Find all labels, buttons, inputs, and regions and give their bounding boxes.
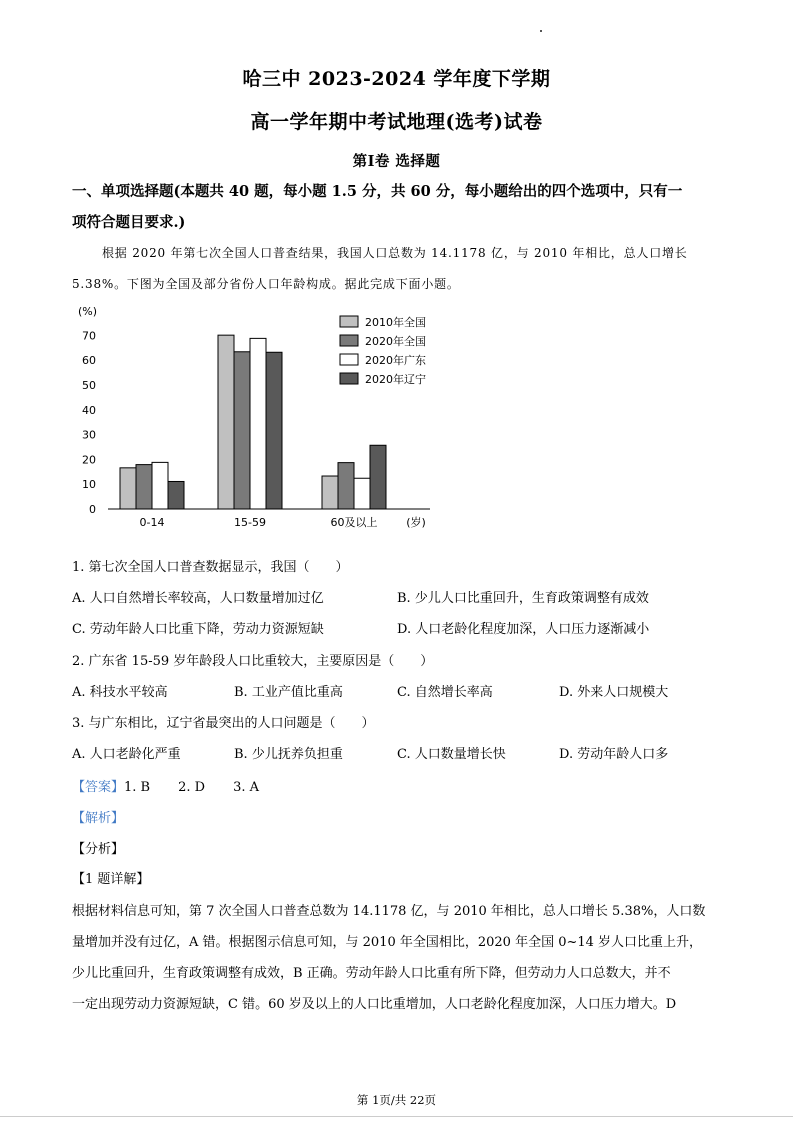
question-3-option-a: A. 人口老龄化严重 — [72, 747, 181, 762]
legend-label: 2020年辽宁 — [365, 373, 426, 386]
y-tick-label: 10 — [82, 478, 96, 492]
bar-1-2 — [250, 338, 266, 509]
bar-0-1 — [136, 465, 152, 509]
y-tick-label: 30 — [82, 428, 96, 442]
bar-0-3 — [168, 481, 184, 509]
y-tick-label: 60 — [82, 354, 96, 368]
legend-label: 2010年全国 — [365, 316, 426, 329]
section-heading-line2: 项符合题目要求.) — [72, 214, 186, 231]
question-1-option-b: B. 少儿人口比重回升，生育政策调整有成效 — [397, 591, 649, 606]
section-heading-line1: 一、单项选择题(本题共 40 题，每小题 1.5 分，共 60 分，每小题给出的四个选项中，只有一 — [72, 183, 683, 200]
x-tick-label: 15-59 — [234, 516, 266, 529]
bar-0-2 — [152, 462, 168, 509]
y-tick-label: 40 — [82, 403, 96, 417]
exam-title-line1: 哈三中 2023-2024 学年度下学期 — [242, 68, 551, 90]
bar-2-3 — [370, 445, 386, 509]
x-tick-label: 0-14 — [139, 516, 165, 529]
material-line1: 根据 2020 年第七次全国人口普查结果，我国人口总数为 14.1178 亿，与 2010 年相比，总人口增长 — [102, 246, 688, 260]
explanation-line-3: 少儿比重回升，生育政策调整有成效，B 正确。劳动年龄人口比重有所下降，但劳动力人口总数大，并不 — [72, 966, 671, 981]
explanation-line-2: 量增加并没有过亿，A 错。根据图示信息可知，与 2010 年全国相比，2020 年全国 0~14 岁人口比重上升， — [72, 935, 703, 950]
question-1-option-a: A. 人口自然增长率较高，人口数量增加过亿 — [72, 591, 324, 606]
fenxi-label: 【分析】 — [72, 842, 125, 857]
question-2-stem: 2. 广东省 15-59 岁年龄段人口比重较大，主要原因是（ ） — [72, 654, 434, 669]
question-2-option-b: B. 工业产值比重高 — [234, 685, 343, 700]
analysis-label: 【解析】 — [72, 811, 125, 826]
question-1-option-c: C. 劳动年龄人口比重下降，劳动力资源短缺 — [72, 622, 324, 637]
bar-1-0 — [218, 335, 234, 509]
detail-title: 【1 题详解】 — [72, 872, 150, 887]
bar-2-0 — [322, 476, 338, 509]
legend-label: 2020年广东 — [365, 354, 426, 367]
legend-label: 2020年全国 — [365, 335, 426, 348]
legend-swatch — [340, 373, 358, 384]
question-3-option-d: D. 劳动年龄人口多 — [559, 747, 669, 762]
legend-swatch — [340, 316, 358, 327]
y-tick-label: 0 — [89, 503, 96, 516]
y-tick-label: 70 — [82, 329, 96, 343]
age-structure-chart — [68, 300, 448, 540]
question-1-stem: 1. 第七次全国人口普查数据显示，我国（ ） — [72, 560, 349, 575]
bar-2-1 — [338, 463, 354, 509]
answer-line — [72, 776, 259, 795]
x-axis-label: (岁) — [406, 516, 426, 529]
x-tick-label: 60及以上 — [330, 516, 378, 529]
answer-label: 【答案】 — [72, 780, 125, 795]
exam-title-line2: 高一学年期中考试地理(选考)试卷 — [250, 111, 543, 133]
bar-0-0 — [120, 468, 136, 509]
legend-swatch — [340, 354, 358, 365]
bar-1-1 — [234, 352, 250, 509]
part-title: 第Ⅰ卷 选择题 — [352, 153, 441, 170]
answer-1: 1. B — [124, 780, 151, 795]
bar-2-2 — [354, 478, 370, 509]
question-3-option-b: B. 少儿抚养负担重 — [234, 747, 343, 762]
legend-swatch — [340, 335, 358, 346]
bottom-rule — [0, 1116, 793, 1117]
explanation-line-1: 根据材料信息可知，第 7 次全国人口普查总数为 14.1178 亿，与 2010 年相比，总人口增长 5.38%，人口数 — [72, 904, 706, 919]
question-2-option-a: A. 科技水平较高 — [72, 685, 168, 700]
question-3-option-c: C. 人口数量增长快 — [397, 747, 506, 762]
question-1-option-d: D. 人口老龄化程度加深，人口压力逐渐减小 — [397, 622, 650, 637]
question-2-option-d: D. 外来人口规模大 — [559, 685, 669, 700]
question-3-stem: 3. 与广东相比，辽宁省最突出的人口问题是（ ） — [72, 716, 375, 731]
y-tick-label: 50 — [82, 379, 96, 392]
explanation-line-4: 一定出现劳动力资源短缺，C 错。60 岁及以上的人口比重增加，人口老龄化程度加深，人口压力增大。D — [72, 997, 677, 1012]
y-axis-label: (%) — [78, 305, 98, 318]
page-number: 第 1页/共 22页 — [356, 1093, 437, 1107]
material-line2: 5.38%。下图为全国及部分省份人口年龄构成。据此完成下面小题。 — [72, 277, 460, 291]
question-2-option-c: C. 自然增长率高 — [397, 685, 493, 700]
decorative-dot — [540, 30, 542, 32]
answer-3: 3. A — [233, 780, 260, 795]
y-tick-label: 20 — [82, 453, 96, 467]
answer-2: 2. D — [178, 780, 206, 795]
bar-1-3 — [266, 352, 282, 509]
